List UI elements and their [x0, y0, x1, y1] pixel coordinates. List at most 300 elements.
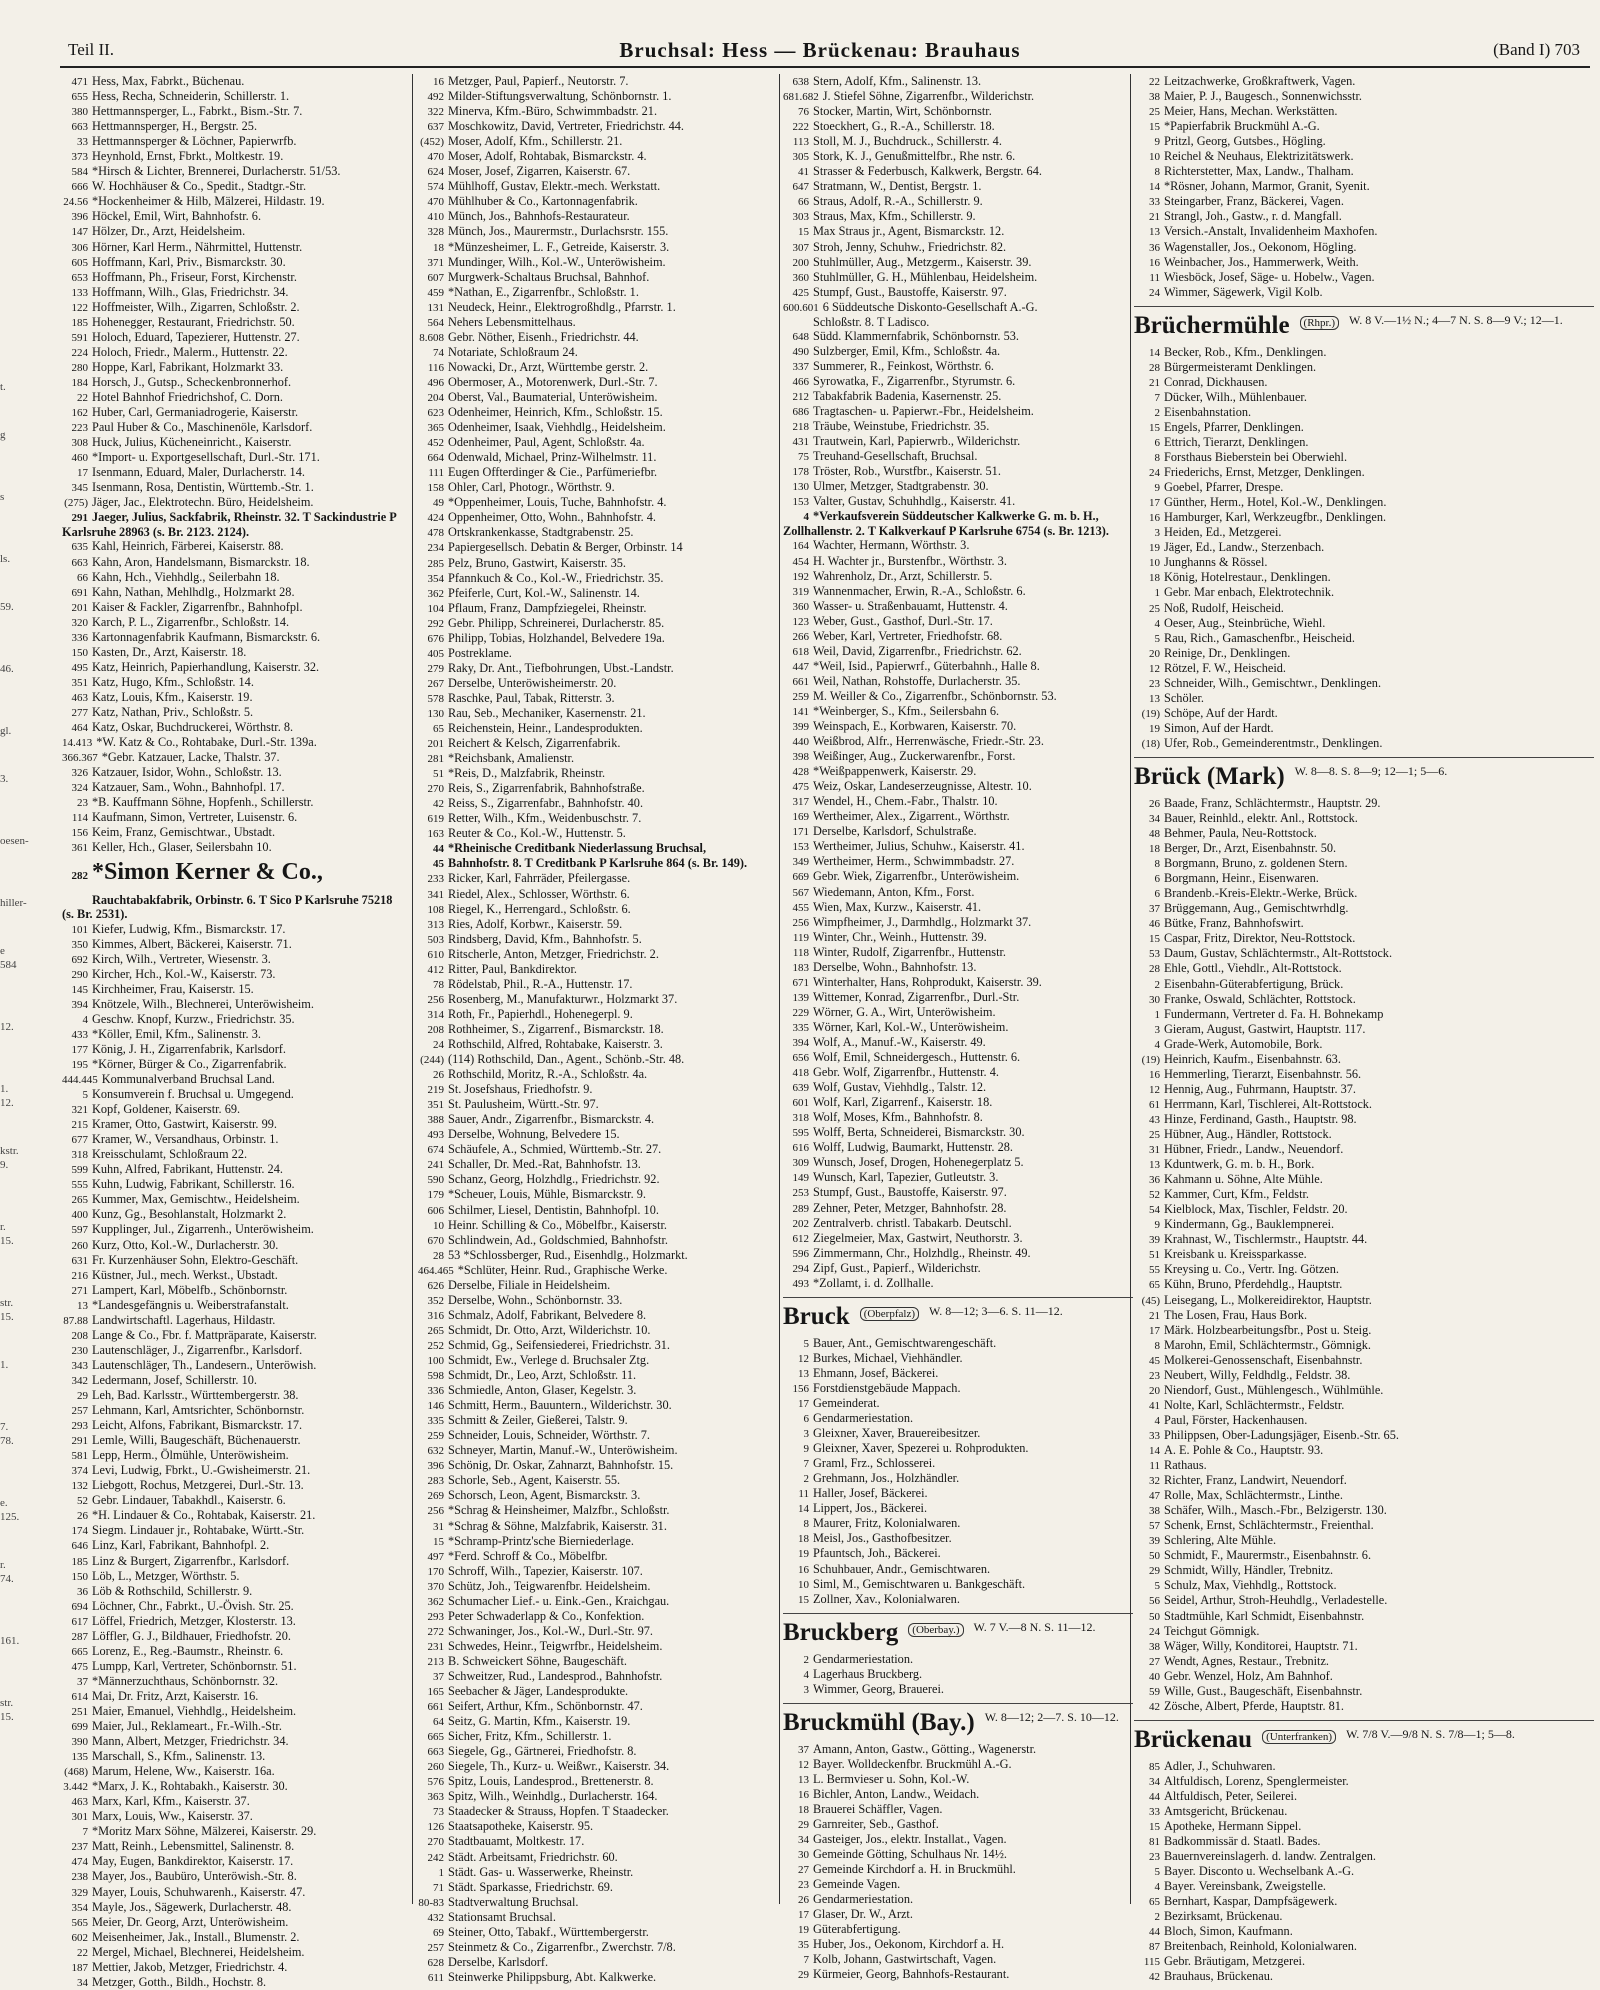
directory-entry — [418, 1895, 780, 1910]
phone-number: 31 — [1149, 1144, 1160, 1157]
phone-number: 229 — [792, 1006, 809, 1019]
phone-number: 336 — [71, 631, 88, 644]
phone-number: 661 — [792, 675, 809, 688]
entry-text: Schloßstr. 8. T Ladisco. — [813, 314, 930, 329]
entry-text: Lemle, Willi, Baugeschäft, Büchenauerstr. — [92, 1433, 301, 1448]
phone-number: 45 — [433, 858, 444, 871]
directory-entry — [418, 1774, 780, 1789]
directory-entry — [418, 1203, 780, 1218]
entry-text: Zimmermann, Chr., Holzhdlg., Rheinstr. 49. — [813, 1245, 1031, 1260]
directory-entry — [1134, 1037, 1594, 1052]
phone-number: 59 — [1149, 1685, 1160, 1698]
phone-number: 115 — [1143, 1956, 1160, 1969]
place-name: Brück (Mark) — [1134, 762, 1285, 790]
phone-number: 156 — [792, 1382, 809, 1395]
entry-text: Hinze, Ferdinand, Gasth., Hauptstr. 98. — [1164, 1111, 1357, 1126]
directory-entry — [783, 119, 1133, 134]
entry-text: Haller, Josef, Bäckerei. — [813, 1486, 928, 1501]
entry-text: Siegele, Th., Kurz- u. Weißwr., Kaiserstr. 34. — [448, 1759, 670, 1774]
phone-number: 17 — [1149, 1324, 1160, 1337]
directory-entry — [62, 1177, 407, 1192]
phone-number: 230 — [71, 1344, 88, 1357]
directory-entry — [783, 1050, 1133, 1065]
directory-entry — [418, 1187, 780, 1202]
phone-number: 308 — [71, 437, 88, 450]
directory-entry — [62, 1042, 407, 1057]
phone-number: 237 — [71, 1841, 88, 1854]
phone-number: 52 — [77, 1495, 88, 1508]
entry-text: Brauhaus, Brückenau. — [1164, 1969, 1273, 1984]
entry-text: Marschall, S., Kfm., Salinenstr. 13. — [92, 1749, 266, 1764]
phone-number: 163 — [427, 828, 444, 841]
entry-text: Hoffmann, Ph., Friseur, Forst, Kirchenstr. — [92, 269, 297, 284]
directory-entry — [62, 675, 407, 690]
directory-entry — [62, 1523, 407, 1538]
phone-number: 80-83 — [418, 1896, 444, 1909]
phone-number: (452) — [420, 136, 444, 149]
directory-entry — [1134, 1187, 1594, 1202]
entry-text: Niendorf, Gust., Mühlengesch., Wühlmühle. — [1164, 1382, 1384, 1397]
directory-entry — [1134, 631, 1594, 646]
entry-text: Rothschild, Moritz, R.-A., Schloßstr. 4a. — [448, 1067, 648, 1082]
entry-text: Stratmann, W., Dentist, Bergstr. 1. — [813, 179, 982, 194]
phone-number: 638 — [792, 76, 809, 88]
entry-text: Lumpp, Karl, Vertreter, Schönbornstr. 51. — [92, 1658, 297, 1673]
entry-text: Schäfer, Wilh., Masch.-Fbr., Belzigerstr. 130. — [1164, 1503, 1387, 1518]
phone-number: 601 — [792, 1097, 809, 1110]
phone-number: 4 — [803, 1668, 809, 1681]
entry-text: Mayle, Jos., Sägewerk, Durlacherstr. 48. — [92, 1899, 292, 1914]
directory-entry — [62, 1644, 407, 1659]
phone-number: 267 — [427, 677, 444, 690]
entry-text: Münch, Jos., Maurermstr., Durlachsrstr. 155. — [448, 224, 669, 239]
phone-number: 184 — [71, 376, 88, 389]
phone-number: 14 — [1149, 181, 1160, 194]
entry-text: Wolff, Berta, Schneiderei, Bismarckstr. 30. — [813, 1125, 1025, 1140]
directory-entry — [1134, 1774, 1594, 1789]
phone-number: 150 — [71, 1570, 88, 1583]
phone-number: 681.682 — [783, 91, 819, 104]
margin-fragment: t. — [0, 381, 6, 393]
phone-number: 87 — [1149, 1941, 1160, 1954]
entry-text: Marum, Helene, Ww., Kaiserstr. 16a. — [92, 1764, 275, 1779]
directory-entry — [1134, 992, 1594, 1007]
phone-number: 605 — [71, 256, 88, 269]
directory-entry — [418, 631, 780, 646]
entry-text: Löffler, G. J., Bildhauer, Friedhofstr. 20. — [92, 1628, 291, 1643]
phone-number: 272 — [427, 1625, 444, 1638]
directory-entry — [418, 1850, 780, 1865]
entry-text: Schmidt, Dr., Leo, Arzt, Schloßstr. 11. — [448, 1368, 637, 1383]
directory-entry — [783, 479, 1133, 494]
entry-text: Wimpfheimer, J., Darmhdlg., Holzmarkt 37. — [813, 914, 1032, 929]
entry-text: Isenmann, Rosa, Dentistin, Württemb.-Str. 1. — [92, 480, 314, 495]
directory-entry — [418, 1669, 780, 1684]
entry-text: Weil, Nathan, Rohstoffe, Durlacherstr. 35. — [813, 673, 1021, 688]
directory-entry — [418, 134, 780, 149]
phone-number: 37 — [798, 1743, 809, 1756]
entry-text: *Scheuer, Louis, Mühle, Bismarckstr. 9. — [448, 1187, 646, 1202]
directory-entry — [1134, 405, 1594, 420]
directory-entry — [1134, 285, 1594, 300]
directory-entry — [1134, 1624, 1594, 1639]
directory-entry — [62, 982, 407, 997]
directory-entry — [418, 450, 780, 465]
entry-text: Rau, Seb., Mechaniker, Kasernenstr. 21. — [448, 705, 646, 720]
entry-text: Eisenbahnstation. — [1164, 404, 1252, 419]
phone-number: 400 — [71, 1209, 88, 1222]
entry-text: A. E. Pohle & Co., Hauptstr. 93. — [1164, 1442, 1324, 1457]
entry-text: Schroff, Wilh., Tapezier, Kaiserstr. 107. — [448, 1563, 643, 1578]
phone-number: 598 — [427, 1370, 444, 1383]
entry-text: Kahn, Aron, Handelsmann, Bismarckstr. 18. — [92, 554, 310, 569]
phone-number: 14 — [1149, 1444, 1160, 1457]
phone-number: 316 — [427, 1309, 444, 1322]
entry-text: 6 Süddeutsche Diskonto-Gesellschaft A.-G. — [822, 299, 1038, 314]
phone-number: 399 — [792, 721, 809, 734]
phone-number: 5 — [1154, 632, 1160, 645]
directory-entry — [783, 419, 1133, 434]
directory-entry — [783, 270, 1133, 285]
entry-text: Hemmerling, Tierarzt, Eisenbahnstr. 56. — [1164, 1066, 1362, 1081]
entry-text: Siegm. Lindauer jr., Rohtabake, Württ.-Str. — [92, 1523, 305, 1538]
entry-text: Weinspach, E., Korbwaren, Kaiserstr. 70. — [813, 719, 1017, 734]
directory-entry — [418, 164, 780, 179]
directory-entry — [418, 104, 780, 119]
entry-text: *Simon Kerner & Co., — [92, 859, 323, 886]
entry-text: Sicher, Fritz, Kfm., Schillerstr. 1. — [448, 1729, 612, 1744]
phone-number: 145 — [71, 983, 88, 996]
directory-entry — [1134, 1533, 1594, 1548]
phone-number: 18 — [1149, 843, 1160, 856]
phone-number: 266 — [792, 630, 809, 643]
entry-text: Schweitzer, Rud., Landesprod., Bahnhofstr. — [448, 1668, 663, 1683]
phone-number: 158 — [427, 482, 444, 495]
entry-text: Gendarmeriestation. — [813, 1892, 914, 1907]
phone-number: 259 — [792, 690, 809, 703]
directory-entry — [783, 1847, 1133, 1862]
entry-text: Kartonnagenfabrik Kaufmann, Bismarckstr. 6. — [92, 629, 321, 644]
entry-text: Versich.-Anstalt, Invalidenheim Maxhofen. — [1164, 224, 1378, 239]
entry-text: Adler, J., Schuhwaren. — [1164, 1758, 1276, 1773]
directory-entry — [1134, 119, 1594, 134]
directory-entry — [418, 1564, 780, 1579]
directory-entry — [1134, 856, 1594, 871]
phone-number: 50 — [1149, 1550, 1160, 1563]
directory-entry — [62, 1433, 407, 1448]
entry-text: Marx, Louis, Ww., Kaiserstr. 37. — [92, 1809, 253, 1824]
directory-column-3 — [783, 74, 1133, 1982]
directory-entry — [783, 1351, 1133, 1366]
phone-number: 5 — [82, 1089, 88, 1102]
entry-text: *Weinberger, S., Kfm., Seilersbahn 6. — [813, 703, 1000, 718]
directory-entry — [418, 1428, 780, 1443]
directory-entry — [62, 1674, 407, 1689]
phone-number: 285 — [427, 557, 444, 570]
directory-entry — [783, 1426, 1133, 1441]
margin-fragment: 12. — [0, 1021, 14, 1033]
directory-entry — [62, 285, 407, 300]
directory-entry — [1134, 1834, 1594, 1849]
entry-text: Moser, Josef, Zigarren, Kaiserstr. 67. — [448, 164, 631, 179]
directory-entry — [1134, 1022, 1594, 1037]
entry-text: Notariate, Schloßraum 24. — [448, 344, 578, 359]
margin-fragment: r. 74. — [0, 1559, 14, 1585]
phone-number: 38 — [1149, 1505, 1160, 1518]
phone-number: 135 — [71, 1751, 88, 1764]
phone-number: 492 — [427, 91, 444, 104]
entry-text: Kreysing u. Co., Vertr. Ing. Götzen. — [1164, 1262, 1339, 1277]
entry-text: Murgwerk-Schaltaus Bruchsal, Bahnhof. — [448, 269, 650, 284]
phone-number: 12 — [798, 1352, 809, 1365]
phone-number: 87.88 — [63, 1314, 88, 1327]
phone-number: 565 — [71, 1916, 88, 1929]
directory-entry — [62, 1418, 407, 1433]
entry-text: Hölzer, Dr., Arzt, Heidelsheim. — [92, 224, 246, 239]
phone-number: 16 — [1149, 512, 1160, 525]
directory-entry — [1134, 661, 1594, 676]
phone-number: 104 — [427, 602, 444, 615]
phone-number: 65 — [1149, 1896, 1160, 1909]
phone-number: 670 — [427, 1234, 444, 1247]
directory-entry — [783, 1516, 1133, 1531]
entry-text: Schütz, Joh., Teigwarenfbr. Heidelsheim. — [448, 1578, 651, 1593]
directory-entry — [1134, 1924, 1594, 1939]
phone-number: 360 — [792, 600, 809, 613]
phone-number: 238 — [71, 1871, 88, 1884]
directory-entry — [1134, 1473, 1594, 1488]
directory-entry — [783, 704, 1133, 719]
entry-text: Wunsch, Karl, Tapezier, Gutleutstr. 3. — [813, 1170, 999, 1185]
phone-number: 639 — [792, 1082, 809, 1095]
place-heading — [783, 1297, 1133, 1332]
entry-text: Spitz, Wilh., Weinhdlg., Durlacherstr. 164. — [448, 1789, 658, 1804]
directory-entry — [418, 1443, 780, 1458]
phone-number: 44 — [433, 843, 444, 856]
directory-entry — [62, 1824, 407, 1839]
phone-number: 692 — [71, 953, 88, 966]
entry-text: Neubert, Willy, Feldhdlg., Feldstr. 38. — [1164, 1367, 1351, 1382]
directory-entry — [783, 315, 1133, 329]
phone-number: 15 — [1149, 1821, 1160, 1834]
place-name: Brüchermühle — [1134, 311, 1290, 339]
entry-text: Kircher, Hch., Kol.-W., Kaiserstr. 73. — [92, 966, 276, 981]
entry-text: Löffel, Friedrich, Metzger, Klosterstr. 13. — [92, 1613, 296, 1628]
entry-text: Kaiser & Fackler, Zigarrenfbr., Bahnhofpl. — [92, 599, 303, 614]
phone-number: 118 — [792, 946, 809, 959]
phone-number: 18 — [1149, 572, 1160, 585]
directory-entry — [1134, 375, 1594, 390]
directory-entry — [783, 1080, 1133, 1095]
phone-number: 23 — [77, 797, 88, 810]
directory-entry — [1134, 270, 1594, 285]
phone-number: 233 — [427, 873, 444, 886]
entry-text: Odenheimer, Isaak, Viehhdlg., Heidelsheim. — [448, 420, 666, 435]
phone-number: 15 — [798, 1593, 809, 1606]
entry-text: Wunsch, Josef, Drogen, Hohenegerplatz 5. — [813, 1155, 1024, 1170]
phone-number: 35 — [798, 1939, 809, 1952]
entry-text: Kramer, Otto, Gastwirt, Kaiserstr. 99. — [92, 1117, 277, 1132]
phone-number: 336 — [427, 1385, 444, 1398]
entry-text: Bloch, Simon, Kaufmann. — [1164, 1924, 1293, 1939]
entry-text: Lippert, Jos., Bäckerei. — [813, 1501, 928, 1516]
phone-number: 319 — [792, 585, 809, 598]
directory-entry — [62, 164, 407, 179]
phone-number: 619 — [427, 813, 444, 826]
phone-number: 8 — [1154, 1339, 1160, 1352]
phone-number: 611 — [427, 1971, 444, 1984]
phone-number: 10 — [798, 1578, 809, 1591]
entry-text: Schumacher Lief.- u. Eink.-Gen., Kraichgau. — [448, 1593, 670, 1608]
phone-number: 576 — [427, 1776, 444, 1789]
phone-number: 270 — [427, 1836, 444, 1849]
phone-number: 113 — [792, 136, 809, 149]
directory-entry — [62, 1478, 407, 1493]
phone-number: 655 — [71, 91, 88, 104]
entry-text: *B. Kauffmann Söhne, Hopfenh., Schillerstr. — [92, 795, 314, 810]
entry-text: Steiner, Otto, Tabakf., Württembergerstr. — [448, 1924, 649, 1939]
directory-entry — [418, 1157, 780, 1172]
phone-number: 73 — [433, 1806, 444, 1819]
phone-number: 3 — [803, 1683, 809, 1696]
directory-entry — [1134, 601, 1594, 616]
entry-text: Kiefer, Ludwig, Kfm., Bismarckstr. 17. — [92, 921, 286, 936]
directory-entry — [62, 1689, 407, 1704]
phone-number: 153 — [792, 841, 809, 854]
directory-entry — [62, 1508, 407, 1523]
directory-entry — [62, 1538, 407, 1553]
phone-number: 495 — [71, 661, 88, 674]
directory-entry — [418, 992, 780, 1007]
directory-entry — [418, 1819, 780, 1834]
entry-text: Raschke, Paul, Tabak, Ritterstr. 3. — [448, 690, 615, 705]
directory-entry — [62, 585, 407, 600]
entry-text: Meisl, Jos., Gasthofbesitzer. — [813, 1531, 952, 1546]
entry-text: Caspar, Fritz, Direktor, Neu-Rottstock. — [1164, 931, 1356, 946]
phone-number: 201 — [427, 738, 444, 751]
phone-number: 241 — [427, 1159, 444, 1172]
entry-text: Jäger, Ed., Landw., Sterzenbach. — [1164, 540, 1325, 555]
phone-number: 36 — [77, 1585, 88, 1598]
directory-entry — [62, 1253, 407, 1268]
phone-number: 600.601 — [783, 301, 819, 314]
part-label: Teil II. — [68, 40, 115, 59]
entry-text: Zollner, Xav., Kolonialwaren. — [813, 1591, 960, 1606]
phone-number: 25 — [1149, 106, 1160, 119]
directory-entry — [418, 1007, 780, 1022]
phone-number: 4 — [1154, 1881, 1160, 1894]
phone-number: (45) — [1141, 1294, 1160, 1307]
directory-entry — [418, 1263, 780, 1278]
directory-entry — [783, 1110, 1133, 1125]
entry-text: Wittemer, Konrad, Zigarrenfbr., Durl.-Str. — [813, 989, 1020, 1004]
directory-entry — [62, 1915, 407, 1930]
phone-number: 13 — [798, 1773, 809, 1786]
directory-entry — [1134, 164, 1594, 179]
place-name: Bruckmühl (Bay.) — [783, 1708, 975, 1736]
directory-entry — [62, 1749, 407, 1764]
phone-number: 30 — [798, 1849, 809, 1862]
entry-text: *Rheinische Creditbank Niederlassung Bruchsal, — [448, 841, 707, 856]
phone-number: 618 — [792, 645, 809, 658]
directory-entry — [1134, 585, 1594, 600]
phone-number: (468) — [64, 1766, 88, 1779]
directory-entry — [783, 794, 1133, 809]
place-heading — [1134, 1720, 1594, 1755]
directory-entry — [1134, 1789, 1594, 1804]
entry-text: Löchner, Chr., Fabrkt., U.-Övish. Str. 25. — [92, 1598, 294, 1613]
entry-text: Bayer. Disconto u. Wechselbank A.-G. — [1164, 1864, 1355, 1879]
phone-number: 26 — [433, 1069, 444, 1082]
entry-text: Reis, S., Zigarrenfabrik, Bahnhofstraße. — [448, 781, 645, 796]
directory-entry — [783, 990, 1133, 1005]
entry-text: Lagerhaus Bruckberg. — [813, 1666, 923, 1681]
phone-number: 15 — [433, 1535, 444, 1548]
entry-text: Philippsen, Ober-Ladungsjäger, Eisenb.-Str. 65. — [1164, 1427, 1399, 1442]
directory-entry — [62, 149, 407, 164]
entry-text: Weil, David, Zigarrenfbr., Friedrichstr. 62. — [813, 643, 1022, 658]
directory-entry — [1134, 1804, 1594, 1819]
entry-text: Winter, Rudolf, Zigarrenfbr., Huttenstr. — [813, 944, 1006, 959]
directory-entry — [62, 765, 407, 780]
phone-number: 101 — [71, 923, 88, 936]
entry-text: Hoffmeister, Wilh., Zigarren, Schloßstr. 2. — [92, 299, 300, 314]
entry-text: Wolff, Ludwig, Baumarkt, Huttenstr. 28. — [813, 1140, 1013, 1155]
entry-text: Gleixner, Xaver, Spezerei u. Rohprodukten. — [813, 1441, 1029, 1456]
directory-entry — [1134, 224, 1594, 239]
entry-text: Strangl, Joh., Gastw., r. d. Mangfall. — [1164, 209, 1342, 224]
phone-number: 3 — [1154, 1023, 1160, 1036]
directory-entry — [783, 1185, 1133, 1200]
directory-entry — [783, 1562, 1133, 1577]
phone-number: 669 — [792, 871, 809, 884]
entry-text: Weber, Karl, Vertreter, Friedhofstr. 68. — [813, 628, 1003, 643]
directory-entry — [1134, 209, 1594, 224]
entry-text: Wolf, Gustav, Viehhdlg., Talstr. 12. — [813, 1080, 987, 1095]
directory-entry — [62, 1584, 407, 1599]
entry-text: *Schlüter, Heinr. Rud., Graphische Werke. — [457, 1262, 668, 1277]
directory-entry — [418, 1368, 780, 1383]
entry-text: Träube, Weinstube, Friedrichstr. 35. — [813, 419, 990, 434]
entry-text: Ohler, Carl, Photogr., Wörthstr. 9. — [448, 480, 615, 495]
phone-number: 314 — [427, 1008, 444, 1021]
entry-text: Schönig, Dr. Oskar, Zahnarzt, Bahnhofstr. 15. — [448, 1458, 674, 1473]
place-name: Bruck — [783, 1302, 850, 1330]
phone-number: 131 — [427, 301, 444, 314]
directory-entry — [418, 616, 780, 631]
entry-text: *Import- u. Exportgesellschaft, Durl.-Str. 171. — [92, 450, 320, 465]
phone-number: 671 — [792, 976, 809, 989]
entry-text: Metzger, Gotth., Bildh., Hochstr. 8. — [92, 1974, 267, 1989]
phone-number: 38 — [1149, 1640, 1160, 1653]
directory-entry — [1134, 871, 1594, 886]
phone-number: 8 — [803, 1518, 809, 1531]
phone-number: 282 — [71, 870, 88, 883]
directory-entry — [418, 224, 780, 239]
phone-number: 19 — [1149, 542, 1160, 555]
phone-number: 362 — [427, 1595, 444, 1608]
entry-text: Pfeiferle, Curt, Kol.-W., Salinenstr. 14. — [448, 585, 640, 600]
directory-entry — [1134, 736, 1594, 751]
entry-text: (114) Rothschild, Dan., Agent., Schönb.-Str. 48. — [448, 1052, 685, 1067]
directory-entry — [418, 571, 780, 586]
entry-text: May, Eugen, Bankdirektor, Kaiserstr. 17. — [92, 1854, 294, 1869]
entry-text: Löb, L., Metzger, Wörthstr. 5. — [92, 1568, 240, 1583]
directory-entry — [62, 1358, 407, 1373]
directory-entry — [418, 1594, 780, 1609]
phone-number: 454 — [792, 555, 809, 568]
directory-entry — [418, 676, 780, 691]
